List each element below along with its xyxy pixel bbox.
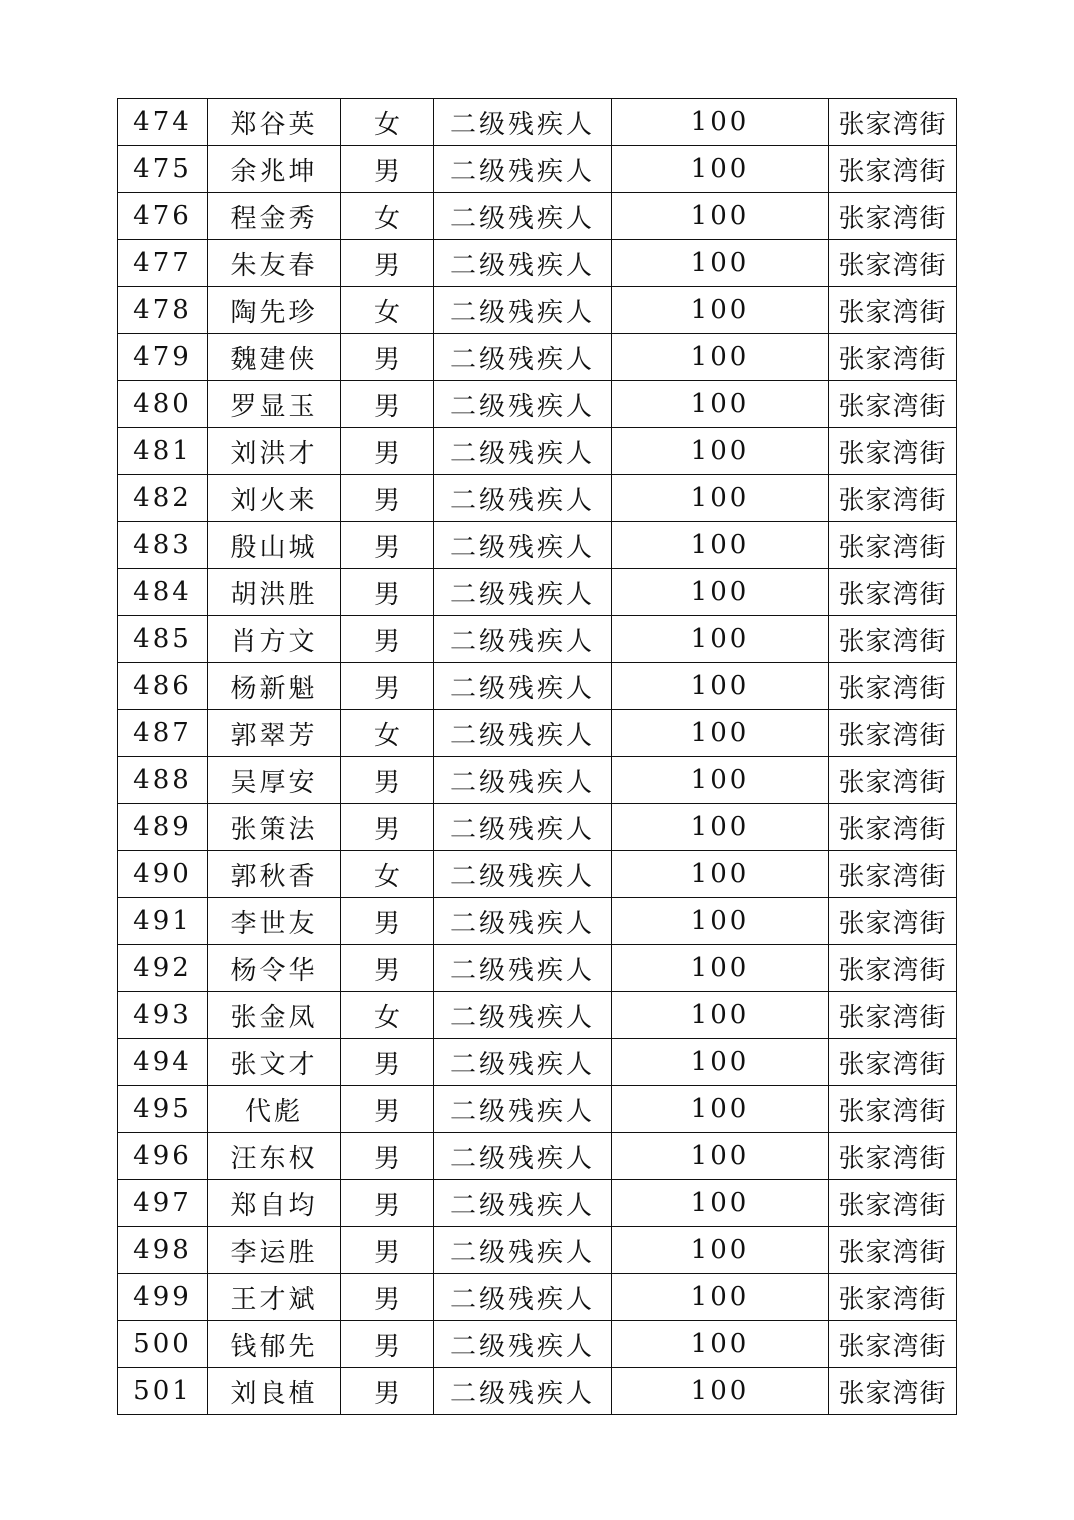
street-cell: 张家湾街: [829, 898, 957, 945]
table-row: [118, 1180, 957, 1227]
disability-level-cell: 二级残疾人: [434, 569, 612, 616]
disability-level-cell: 二级残疾人: [434, 193, 612, 240]
disability-level-cell: 二级残疾人: [434, 616, 612, 663]
row-number-cell: 477: [118, 240, 208, 287]
gender-cell: 男: [341, 1274, 434, 1321]
person-name-cell: 胡洪胜: [208, 569, 341, 616]
row-number-cell: 474: [118, 99, 208, 146]
gender-cell: 男: [341, 1180, 434, 1227]
table-row: [118, 992, 957, 1039]
table-row: [118, 240, 957, 287]
person-name-cell: 代彪: [208, 1086, 341, 1133]
row-number-cell: 491: [118, 898, 208, 945]
person-name-cell: 郭秋香: [208, 851, 341, 898]
subsidy-amount-cell: 100: [612, 1039, 829, 1086]
row-number-cell: 488: [118, 757, 208, 804]
gender-cell: 女: [341, 193, 434, 240]
subsidy-amount-cell: 100: [612, 428, 829, 475]
disability-level-cell: 二级残疾人: [434, 1227, 612, 1274]
person-name-cell: 张金凤: [208, 992, 341, 1039]
disability-level-cell: 二级残疾人: [434, 287, 612, 334]
subsidy-amount-cell: 100: [612, 1086, 829, 1133]
street-cell: 张家湾街: [829, 287, 957, 334]
disability-level-cell: 二级残疾人: [434, 710, 612, 757]
gender-cell: 男: [341, 1086, 434, 1133]
subsidy-amount-cell: 100: [612, 851, 829, 898]
gender-cell: 男: [341, 757, 434, 804]
subsidy-amount-cell: 100: [612, 569, 829, 616]
gender-cell: 男: [341, 522, 434, 569]
street-cell: 张家湾街: [829, 1180, 957, 1227]
gender-cell: 男: [341, 1368, 434, 1415]
table-row: [118, 428, 957, 475]
gender-cell: 男: [341, 475, 434, 522]
subsidy-amount-cell: 100: [612, 898, 829, 945]
roster-body: [118, 99, 957, 1415]
subsidy-amount-cell: 100: [612, 992, 829, 1039]
subsidy-amount-cell: 100: [612, 1321, 829, 1368]
disability-level-cell: 二级残疾人: [434, 99, 612, 146]
table-row: [118, 945, 957, 992]
subsidy-amount-cell: 100: [612, 757, 829, 804]
subsidy-amount-cell: 100: [612, 334, 829, 381]
disability-level-cell: 二级残疾人: [434, 898, 612, 945]
person-name-cell: 魏建侠: [208, 334, 341, 381]
table-row: [118, 334, 957, 381]
table-row: [118, 851, 957, 898]
street-cell: 张家湾街: [829, 522, 957, 569]
street-cell: 张家湾街: [829, 193, 957, 240]
person-name-cell: 殷山城: [208, 522, 341, 569]
table-row: [118, 522, 957, 569]
person-name-cell: 郑谷英: [208, 99, 341, 146]
person-name-cell: 罗显玉: [208, 381, 341, 428]
row-number-cell: 494: [118, 1039, 208, 1086]
person-name-cell: 刘洪才: [208, 428, 341, 475]
street-cell: 张家湾街: [829, 381, 957, 428]
disability-level-cell: 二级残疾人: [434, 240, 612, 287]
street-cell: 张家湾街: [829, 1039, 957, 1086]
subsidy-amount-cell: 100: [612, 381, 829, 428]
disability-level-cell: 二级残疾人: [434, 146, 612, 193]
subsidy-amount-cell: 100: [612, 1274, 829, 1321]
street-cell: 张家湾街: [829, 1321, 957, 1368]
person-name-cell: 程金秀: [208, 193, 341, 240]
row-number-cell: 495: [118, 1086, 208, 1133]
disability-level-cell: 二级残疾人: [434, 1321, 612, 1368]
person-name-cell: 张文才: [208, 1039, 341, 1086]
row-number-cell: 490: [118, 851, 208, 898]
subsidy-amount-cell: 100: [612, 146, 829, 193]
subsidy-amount-cell: 100: [612, 616, 829, 663]
subsidy-amount-cell: 100: [612, 663, 829, 710]
disability-level-cell: 二级残疾人: [434, 757, 612, 804]
disability-level-cell: 二级残疾人: [434, 804, 612, 851]
disability-level-cell: 二级残疾人: [434, 663, 612, 710]
subsidy-amount-cell: 100: [612, 287, 829, 334]
disability-level-cell: 二级残疾人: [434, 1039, 612, 1086]
street-cell: 张家湾街: [829, 475, 957, 522]
street-cell: 张家湾街: [829, 1274, 957, 1321]
street-cell: 张家湾街: [829, 710, 957, 757]
row-number-cell: 497: [118, 1180, 208, 1227]
row-number-cell: 487: [118, 710, 208, 757]
street-cell: 张家湾街: [829, 663, 957, 710]
row-number-cell: 478: [118, 287, 208, 334]
table-row: [118, 146, 957, 193]
table-row: [118, 1321, 957, 1368]
disability-level-cell: 二级残疾人: [434, 1368, 612, 1415]
table-row: [118, 1133, 957, 1180]
gender-cell: 男: [341, 146, 434, 193]
disability-level-cell: 二级残疾人: [434, 1274, 612, 1321]
row-number-cell: 480: [118, 381, 208, 428]
gender-cell: 男: [341, 428, 434, 475]
gender-cell: 男: [341, 569, 434, 616]
disability-level-cell: 二级残疾人: [434, 851, 612, 898]
street-cell: 张家湾街: [829, 992, 957, 1039]
row-number-cell: 498: [118, 1227, 208, 1274]
street-cell: 张家湾街: [829, 428, 957, 475]
row-number-cell: 489: [118, 804, 208, 851]
table-row: [118, 287, 957, 334]
gender-cell: 女: [341, 710, 434, 757]
row-number-cell: 484: [118, 569, 208, 616]
person-name-cell: 余兆坤: [208, 146, 341, 193]
subsidy-amount-cell: 100: [612, 193, 829, 240]
street-cell: 张家湾街: [829, 616, 957, 663]
subsidy-amount-cell: 100: [612, 522, 829, 569]
row-number-cell: 482: [118, 475, 208, 522]
subsidy-amount-cell: 100: [612, 475, 829, 522]
street-cell: 张家湾街: [829, 1227, 957, 1274]
disability-level-cell: 二级残疾人: [434, 381, 612, 428]
gender-cell: 男: [341, 804, 434, 851]
disability-level-cell: 二级残疾人: [434, 428, 612, 475]
table-row: [118, 804, 957, 851]
roster-table: [117, 98, 957, 1415]
table-row: [118, 1274, 957, 1321]
row-number-cell: 499: [118, 1274, 208, 1321]
table-row: [118, 757, 957, 804]
row-number-cell: 493: [118, 992, 208, 1039]
gender-cell: 男: [341, 1227, 434, 1274]
person-name-cell: 钱郁先: [208, 1321, 341, 1368]
gender-cell: 男: [341, 240, 434, 287]
subsidy-amount-cell: 100: [612, 1227, 829, 1274]
disability-level-cell: 二级残疾人: [434, 992, 612, 1039]
person-name-cell: 李运胜: [208, 1227, 341, 1274]
disability-level-cell: 二级残疾人: [434, 1133, 612, 1180]
subsidy-amount-cell: 100: [612, 99, 829, 146]
street-cell: 张家湾街: [829, 945, 957, 992]
gender-cell: 男: [341, 381, 434, 428]
row-number-cell: 483: [118, 522, 208, 569]
street-cell: 张家湾街: [829, 804, 957, 851]
person-name-cell: 汪东权: [208, 1133, 341, 1180]
row-number-cell: 479: [118, 334, 208, 381]
disability-level-cell: 二级残疾人: [434, 522, 612, 569]
gender-cell: 男: [341, 616, 434, 663]
person-name-cell: 吴厚安: [208, 757, 341, 804]
street-cell: 张家湾街: [829, 851, 957, 898]
person-name-cell: 刘良植: [208, 1368, 341, 1415]
row-number-cell: 475: [118, 146, 208, 193]
street-cell: 张家湾街: [829, 569, 957, 616]
row-number-cell: 501: [118, 1368, 208, 1415]
person-name-cell: 郭翠芳: [208, 710, 341, 757]
gender-cell: 男: [341, 1039, 434, 1086]
disability-level-cell: 二级残疾人: [434, 945, 612, 992]
subsidy-amount-cell: 100: [612, 1180, 829, 1227]
person-name-cell: 杨新魁: [208, 663, 341, 710]
gender-cell: 女: [341, 287, 434, 334]
gender-cell: 男: [341, 663, 434, 710]
person-name-cell: 刘火来: [208, 475, 341, 522]
row-number-cell: 492: [118, 945, 208, 992]
street-cell: 张家湾街: [829, 1133, 957, 1180]
person-name-cell: 杨令华: [208, 945, 341, 992]
row-number-cell: 476: [118, 193, 208, 240]
table-row: [118, 1368, 957, 1415]
street-cell: 张家湾街: [829, 1368, 957, 1415]
row-number-cell: 496: [118, 1133, 208, 1180]
person-name-cell: 王才斌: [208, 1274, 341, 1321]
row-number-cell: 481: [118, 428, 208, 475]
person-name-cell: 肖方文: [208, 616, 341, 663]
person-name-cell: 郑自均: [208, 1180, 341, 1227]
subsidy-amount-cell: 100: [612, 1368, 829, 1415]
gender-cell: 男: [341, 1133, 434, 1180]
table-row: [118, 710, 957, 757]
subsidy-amount-cell: 100: [612, 710, 829, 757]
street-cell: 张家湾街: [829, 1086, 957, 1133]
street-cell: 张家湾街: [829, 240, 957, 287]
person-name-cell: 陶先珍: [208, 287, 341, 334]
disability-level-cell: 二级残疾人: [434, 1180, 612, 1227]
table-row: [118, 1039, 957, 1086]
subsidy-amount-cell: 100: [612, 240, 829, 287]
row-number-cell: 486: [118, 663, 208, 710]
table-row: [118, 1086, 957, 1133]
table-row: [118, 475, 957, 522]
person-name-cell: 张策法: [208, 804, 341, 851]
street-cell: 张家湾街: [829, 334, 957, 381]
person-name-cell: 朱友春: [208, 240, 341, 287]
gender-cell: 男: [341, 945, 434, 992]
table-row: [118, 569, 957, 616]
row-number-cell: 500: [118, 1321, 208, 1368]
gender-cell: 女: [341, 992, 434, 1039]
row-number-cell: 485: [118, 616, 208, 663]
street-cell: 张家湾街: [829, 99, 957, 146]
table-row: [118, 99, 957, 146]
disability-level-cell: 二级残疾人: [434, 334, 612, 381]
table-row: [118, 616, 957, 663]
gender-cell: 女: [341, 851, 434, 898]
subsidy-amount-cell: 100: [612, 804, 829, 851]
table-row: [118, 1227, 957, 1274]
table-row: [118, 898, 957, 945]
gender-cell: 男: [341, 898, 434, 945]
table-row: [118, 381, 957, 428]
gender-cell: 男: [341, 334, 434, 381]
gender-cell: 女: [341, 99, 434, 146]
street-cell: 张家湾街: [829, 146, 957, 193]
subsidy-amount-cell: 100: [612, 945, 829, 992]
subsidy-amount-cell: 100: [612, 1133, 829, 1180]
street-cell: 张家湾街: [829, 757, 957, 804]
person-name-cell: 李世友: [208, 898, 341, 945]
table-row: [118, 193, 957, 240]
disability-level-cell: 二级残疾人: [434, 475, 612, 522]
table-row: [118, 663, 957, 710]
gender-cell: 男: [341, 1321, 434, 1368]
disability-level-cell: 二级残疾人: [434, 1086, 612, 1133]
